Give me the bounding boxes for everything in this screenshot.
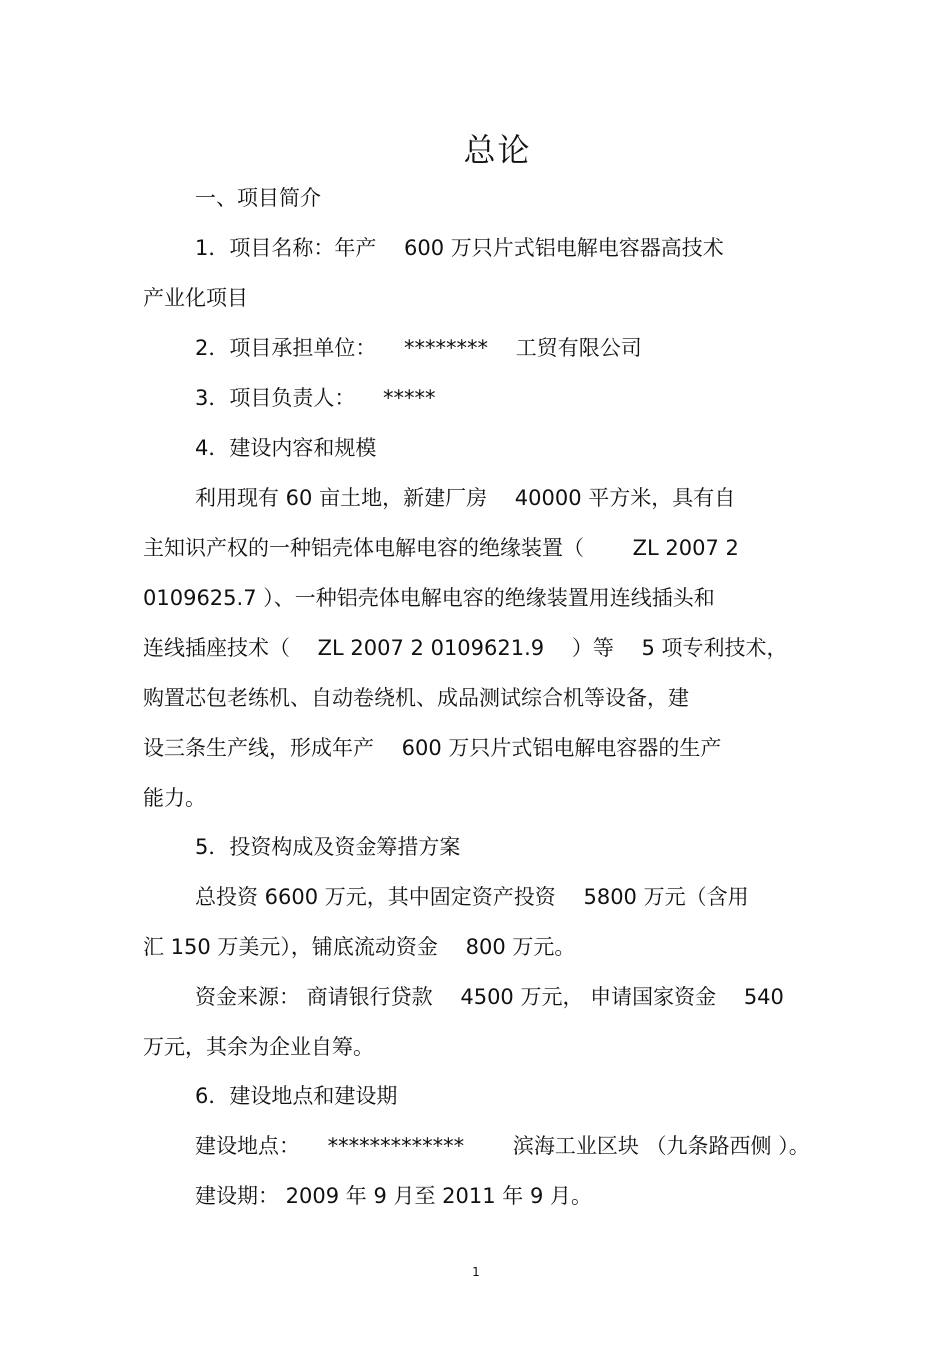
paragraph-line: 主知识产权的一种铝壳体电解电容的绝缘装置（ ZL 2007 2 xyxy=(143,536,739,560)
paragraph-line: 2．项目承担单位： ******** 工贸有限公司 xyxy=(195,336,642,360)
paragraph-line: 建设期： 2009 年 9 月至 2011 年 9 月。 xyxy=(195,1184,593,1208)
paragraph-line: 3．项目负责人： ***** xyxy=(195,386,436,410)
paragraph-line: 汇 150 万美元），铺底流动资金 800 万元。 xyxy=(143,935,576,959)
paragraph-line: 购置芯包老练机、自动卷绕机、成品测试综合机等设备，建 xyxy=(143,686,689,710)
paragraph-line: 总投资 6600 万元，其中固定资产投资 5800 万元（含用 xyxy=(195,885,749,909)
paragraph-line: 建设地点： ************* 滨海工业区块 （九条路西侧 ）。 xyxy=(195,1134,810,1158)
paragraph-line: 设三条生产线，形成年产 600 万只片式铝电解电容器的生产 xyxy=(143,736,722,760)
paragraph-line: 0109625.7 ）、一种铝壳体电解电容的绝缘装置用连线插头和 xyxy=(143,586,715,610)
subsection-heading: 6．建设地点和建设期 xyxy=(195,1084,398,1108)
subsection-heading: 4．建设内容和规模 xyxy=(195,436,377,460)
paragraph-line: 1．项目名称：年产 600 万只片式铝电解电容器高技术 xyxy=(195,236,724,260)
paragraph-line: 资金来源： 商请银行贷款 4500 万元， 申请国家资金 540 xyxy=(195,985,784,1009)
paragraph-line: 能力。 xyxy=(143,786,206,810)
paragraph-line: 利用现有 60 亩土地，新建厂房 40000 平方米，具有自 xyxy=(195,486,736,510)
section-heading-project-intro: 一、项目简介 xyxy=(195,186,321,210)
paragraph-line: 万元，其余为企业自筹。 xyxy=(143,1035,374,1059)
page-number: 1 xyxy=(472,1265,480,1279)
paragraph-line: 产业化项目 xyxy=(143,286,248,310)
subsection-heading: 5．投资构成及资金筹措方案 xyxy=(195,835,461,859)
page-title: 总论 xyxy=(463,131,532,169)
paragraph-line: 连线插座技术（ ZL 2007 2 0109621.9 ）等 5 项专利技术， xyxy=(143,636,788,660)
